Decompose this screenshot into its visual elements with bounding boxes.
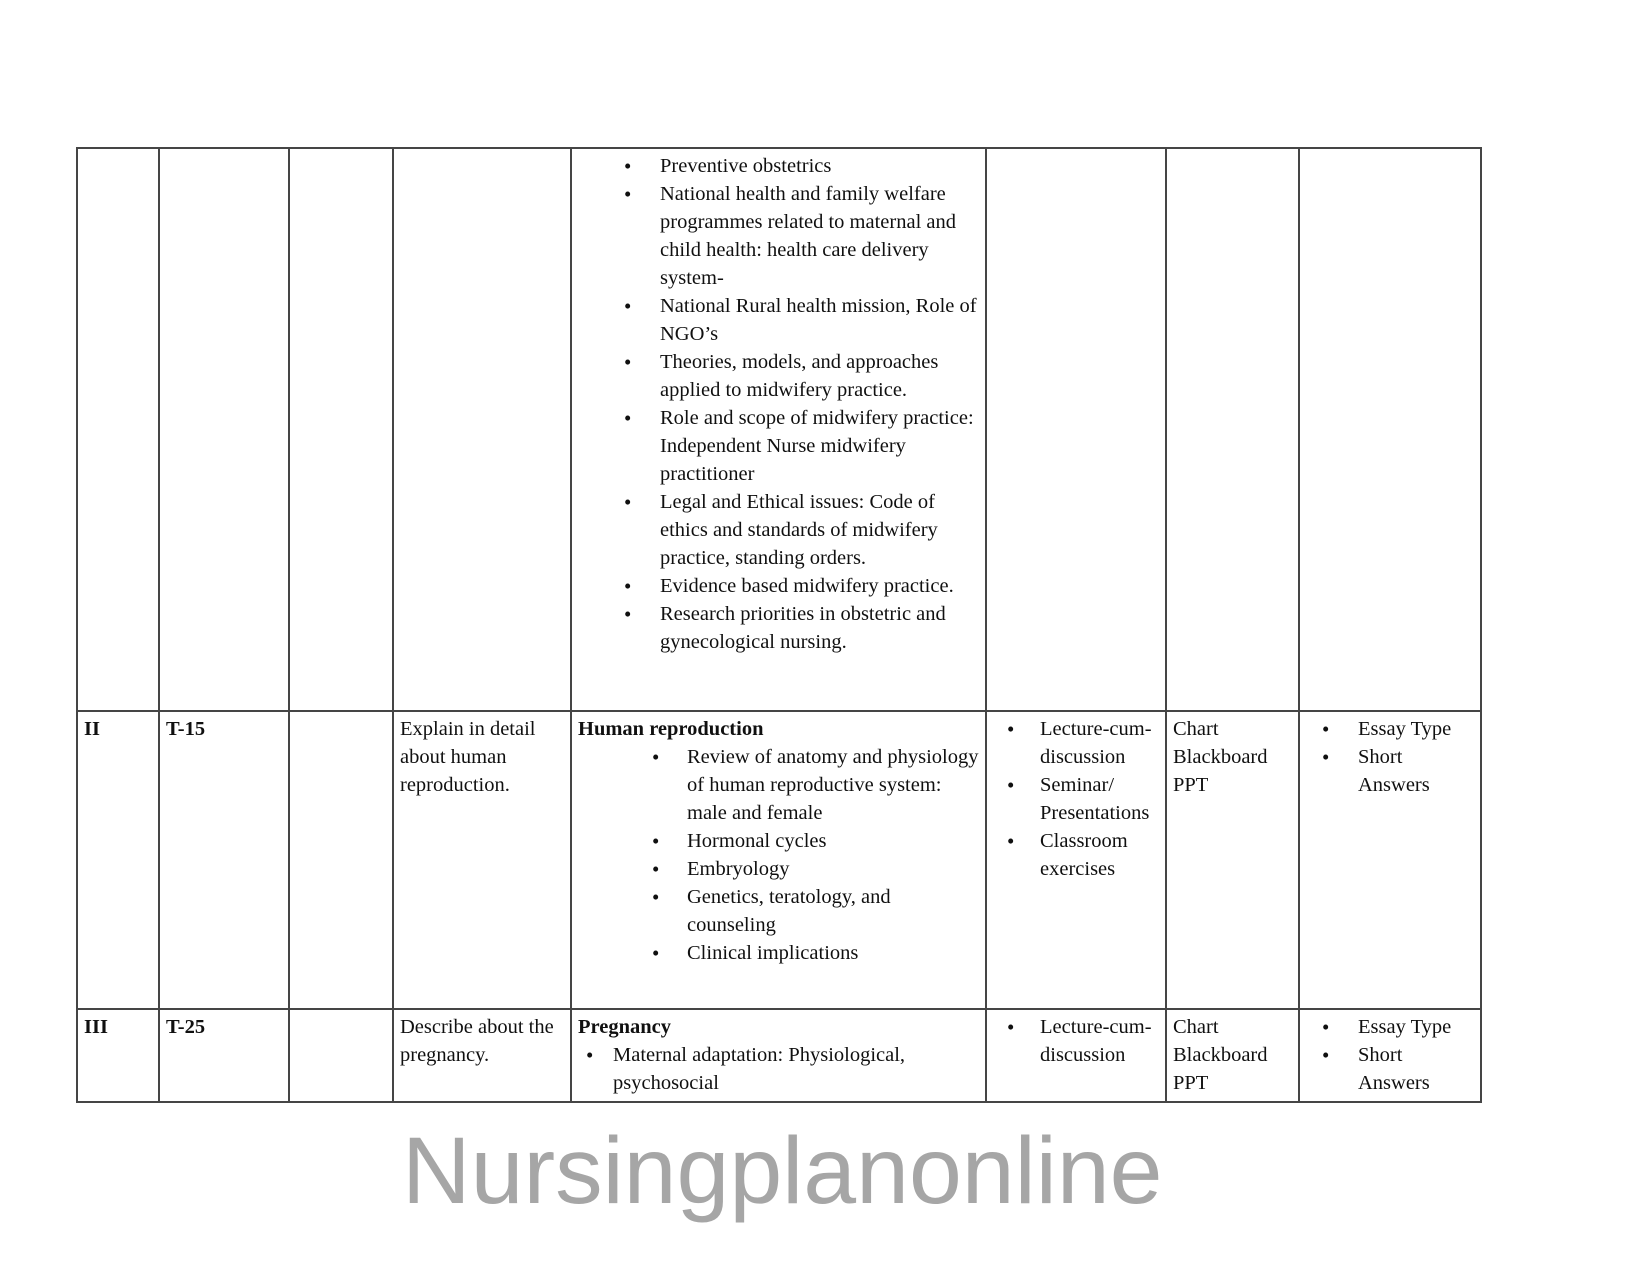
unit-cell: III [77,1009,159,1102]
bullet-item [993,715,1159,771]
evaluation-cell [1299,1009,1481,1102]
bullet-item [578,572,979,600]
bullet-item [1306,743,1474,799]
content-heading: Human reproduction [578,718,764,740]
bullet-item [578,292,979,348]
bullet-item [578,600,979,656]
bullet-text: Genetics, teratology, and counseling [687,886,891,936]
bullet-list [993,715,1159,883]
bullet-text: Short Answers [1358,746,1430,796]
bullet-text: Review of anatomy and physiology of human reproductive system: male and female [687,746,979,824]
evaluation-cell [1299,148,1481,711]
bullet-icon: • [624,350,632,374]
bullet-text: Preventive obstetrics [660,155,832,177]
bullet-text: Hormonal cycles [687,830,827,852]
bullet-text: Clinical implications [687,942,859,964]
curriculum-table [76,147,1482,1103]
bullet-icon: • [1322,717,1330,741]
unit-cell: II [77,711,159,1009]
bullet-text: Research priorities in obstetric and gynecological nursing. [660,603,946,653]
bullet-icon: • [1007,717,1015,741]
bullet-text: Lecture-cum-discussion [1040,1016,1152,1066]
bullet-icon: • [624,602,632,626]
bullet-icon: • [624,574,632,598]
bullet-text: Essay Type [1358,718,1452,740]
empty-cell [289,711,393,1009]
bullet-item [578,883,979,939]
bullet-text: Essay Type [1358,1016,1452,1038]
objectives-cell: Explain in detail about human reproduction. [393,711,571,1009]
bullet-text: National Rural health mission, Role of NGO’s [660,295,977,345]
hours-cell [159,148,289,711]
empty-cell [289,148,393,711]
bullet-list [1306,1013,1474,1097]
bullet-icon: • [652,885,660,909]
bullet-icon: • [624,490,632,514]
bullet-text: Theories, models, and approaches applied to midwifery practice. [660,351,939,401]
table-row [77,148,1481,711]
content-cell [571,1009,986,1102]
bullet-list [578,743,979,967]
watermark: Nursingplanonline [402,1118,1163,1224]
unit-cell [77,148,159,711]
bullet-item [578,939,979,967]
bullet-item [578,180,979,292]
bullet-text: Short Answers [1358,1044,1430,1094]
bullet-item [578,404,979,488]
bullet-icon: • [1007,1015,1015,1039]
teaching-methods-cell [986,1009,1166,1102]
bullet-list [993,1013,1159,1069]
teaching-methods-cell [986,711,1166,1009]
av-aids-cell: Chart Blackboard PPT [1166,1009,1299,1102]
bullet-icon: • [624,154,632,178]
bullet-icon: • [652,829,660,853]
bullet-item [578,827,979,855]
bullet-item [993,1013,1159,1069]
bullet-list [1306,715,1474,799]
bullet-item [578,1041,979,1097]
bullet-list [578,152,979,656]
content-cell [571,148,986,711]
bullet-text: Classroom exercises [1040,830,1128,880]
bullet-item [993,771,1159,827]
bullet-text: Embryology [687,858,790,880]
av-aids-cell [1166,148,1299,711]
content-cell [571,711,986,1009]
teaching-methods-cell [986,148,1166,711]
bullet-item [578,855,979,883]
bullet-text: National health and family welfare programmes related to maternal and child health: health care delivery system- [660,183,956,289]
table-row [77,1009,1481,1102]
empty-cell [289,1009,393,1102]
bullet-text: Seminar/ Presentations [1040,774,1150,824]
bullet-icon: • [1322,745,1330,769]
bullet-icon: • [1007,829,1015,853]
bullet-icon: • [1322,1015,1330,1039]
objectives-cell [393,148,571,711]
objectives-cell: Describe about the pregnancy. [393,1009,571,1102]
bullet-icon: • [1007,773,1015,797]
bullet-icon: • [586,1043,594,1067]
table-row [77,711,1481,1009]
bullet-text: Role and scope of midwifery practice: Independent Nurse midwifery practitioner [660,407,974,485]
bullet-text: Legal and Ethical issues: Code of ethics and standards of midwifery practice, standing orders. [660,491,938,569]
bullet-item [993,827,1159,883]
bullet-icon: • [652,941,660,965]
bullet-icon: • [624,294,632,318]
evaluation-cell [1299,711,1481,1009]
hours-cell: T-25 [159,1009,289,1102]
bullet-icon: • [652,857,660,881]
bullet-item [1306,1013,1474,1041]
bullet-icon: • [624,406,632,430]
bullet-text: Lecture-cum-discussion [1040,718,1152,768]
bullet-item [1306,715,1474,743]
av-aids-cell: Chart Blackboard PPT [1166,711,1299,1009]
hours-cell: T-15 [159,711,289,1009]
content-heading: Pregnancy [578,1016,672,1038]
bullet-icon: • [1322,1043,1330,1067]
bullet-list [578,1041,979,1097]
bullet-item [578,152,979,180]
bullet-icon: • [624,182,632,206]
bullet-text: Evidence based midwifery practice. [660,575,954,597]
bullet-item [578,348,979,404]
bullet-item [578,743,979,827]
bullet-icon: • [652,745,660,769]
bullet-item [578,488,979,572]
bullet-text: Maternal adaptation: Physiological, psychosocial [613,1044,906,1094]
bullet-item [1306,1041,1474,1097]
